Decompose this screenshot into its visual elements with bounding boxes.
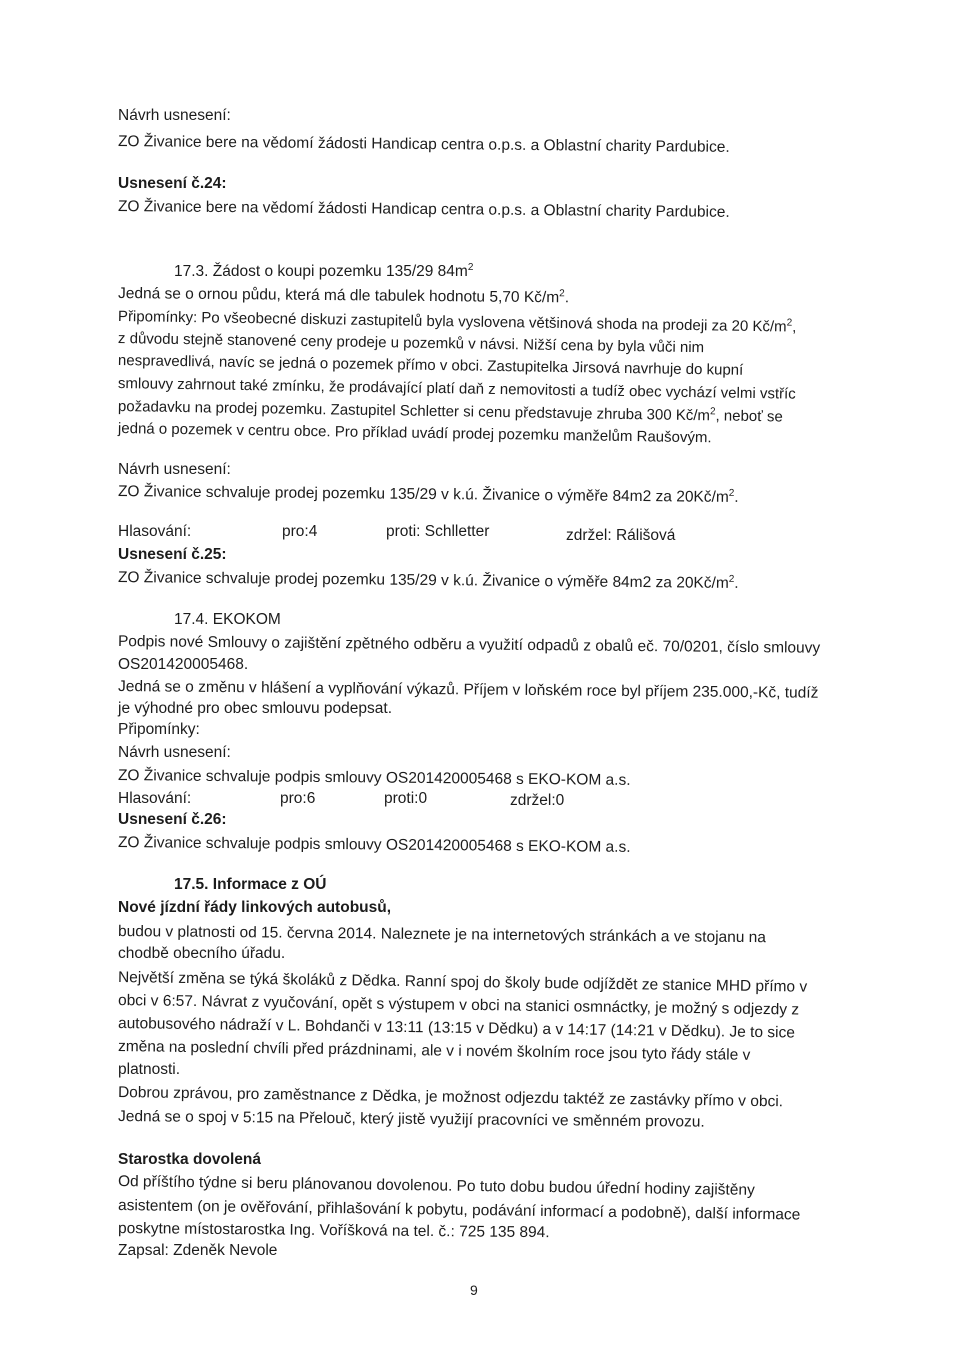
resolution-label-26: Usnesení č.26: [118,811,227,828]
section-17-4-line: Připomínky: [118,721,200,738]
section-17-4-line: Návrh usnesení: [118,744,231,761]
leave-heading: Starostka dovolená [118,1151,261,1168]
resolution-label-24: Usnesení č.24: [118,175,227,192]
remarks-line: Připomínky: Po všeobecné diskuzi zastupitelů byla vyslovena většinová shoda na prodeji za 20 $Kč/m^2$, [117,308,797,336]
resolution-label-25: Usnesení č.25: [118,546,227,563]
section-heading-17-5: 17.5. Informace z OÚ [174,876,327,893]
section-heading-17-3: 17.3. Žádost o koupi pozemku 135/29 $84m^2$ [174,262,474,280]
resolution-text-24: ZO Živanice bere na vědomí žádosti Handicap centra o.p.s. a Oblastní charity Pardubice. [117,198,730,221]
section-heading-17-4: 17.4. EKOKOM [174,611,281,628]
section-17-5-line: chodbě obecního úřadu. [118,945,286,962]
leave-line: Od příštího týdne si beru plánovanou dovolenou. Po tuto dobu budou úřední hodiny zajištěny [117,1173,755,1199]
section-17-3-line: Jedná se o ornou půdu, která má dle tabulek hodnotu 5,70 $Kč/m^2$. [117,285,570,307]
remarks-line: jedná o pozemek v centru obce. Pro příklad uvádí prodej pozemku manželům Raušovým. [117,420,712,447]
section-17-4-line: Jedná se o změnu v hlášení a vyplňování výkazů. Příjem v loňském roce byl příjem 235.000,-Kč, tudíž [117,678,819,702]
leave-line: asistentem (on je ověřování, přihlašování k pobytu, podávání informací a podobně), další informace [117,1197,801,1224]
draft-label-25: Návrh usnesení: [118,461,231,478]
vote-label: Hlasování: [118,790,192,807]
section-17-5-line: platnosti. [118,1061,181,1078]
section-17-4-line: ZO Živanice schvaluje podpis smlouvy OS201420005468 s EKO-KOM a.s. [117,767,631,789]
vote-label: Hlasování: [118,523,192,540]
draft-text-25: ZO Živanice schvaluje prodej pozemku 135/29 v k.ú. Živanice o výměře 84m2 za $20Kč/m^2$. [117,483,739,506]
vote-for: pro:4 [282,523,318,540]
remarks-line: z důvodu stejně stanovené ceny prodeje u pozemků v návsi. Nižší cena by byla vůči nim [117,330,705,357]
section-17-4-line: OS201420005468. [118,656,249,673]
recorded-by: Zapsal: Zdeněk Nevole [118,1242,278,1259]
page-number: 9 [470,1282,478,1298]
vote-abstain: zdržel:0 [510,792,565,809]
remarks-line: smlouvy zahrnout také zmínku, že prodávající platí daň z nemovitosti a tudíž obec vychází velmi vstříc [117,375,796,403]
vote-for: pro:6 [280,790,316,807]
resolution-text-25: ZO Živanice schvaluje prodej pozemku 135/29 v k.ú. Živanice o výměře 84m2 za $20Kč/m^2$. [117,569,739,592]
vote-against: proti:0 [384,790,428,807]
leave-line: poskytne místostarostka Ing. Voříšková na tel. č.: 725 135 894. [117,1220,550,1242]
vote-abstain: zdržel: Rálišová [566,527,676,544]
section-17-5-line: Největší změna se týká školáků z Dědka. Ranní spoj do školy bude odjíždět ze stanice MHD přímo v [117,969,808,996]
draft-label-24: Návrh usnesení: [118,107,231,124]
section-17-5-line: budou v platnosti od 15. června 2014. Naleznete je na internetových stránkách a ve stojanu na [117,923,767,947]
vote-against: proti: Schlletter [386,523,490,540]
section-17-4-line: je výhodné pro obec smlouvu podepsat. [118,700,393,717]
section-17-4-line: Podpis nové Smlouvy o zajištění zpětného odběru a využití odpadů z obalů eč. 70/0201, číslo smlouvy [117,633,821,657]
remarks-line: požadavku na prodej pozemku. Zastupitel Schletter si cenu představuje zhruba 300 $Kč/m^2$, neboť se [117,398,783,426]
section-17-5-line: Jedná se o spoj v 5:15 na Přelouč, který jistě využijí pracovníci ve směnném provozu. [117,1108,705,1131]
resolution-text-26: ZO Živanice schvaluje podpis smlouvy OS201420005468 s EKO-KOM a.s. [117,834,631,856]
bus-schedule-heading: Nové jízdní řády linkových autobusů, [118,899,392,916]
section-17-5-line: obci v 6:57. Návrat z vyučování, opět s výstupem v obci na stanici osmnáctky, je možný s odjezdy z [117,992,800,1019]
remarks-line: nespravedlivá, navíc se jedná o pozemek přímo v obci. Zastupitelka Jirsová navrhuje do kupní [117,352,744,379]
section-17-5-line: autobusového nádraží v L. Bohdanči v 13:11 (13:15 v Dědku) a v 14:17 (14:21 v Dědku). Je to sice [117,1015,796,1042]
draft-text-24: ZO Živanice bere na vědomí žádosti Handicap centra o.p.s. a Oblastní charity Pardubice. [117,133,730,156]
section-17-5-line: Dobrou zprávou, pro zaměstnance z Dědka, je možnost odjezdu taktéž ze zastávky přímo v obci. [117,1084,784,1111]
section-17-5-line: změna na poslední chvíli před prázdninami, ale v i novém školním roce jsou tyto řády stále v [117,1038,751,1064]
